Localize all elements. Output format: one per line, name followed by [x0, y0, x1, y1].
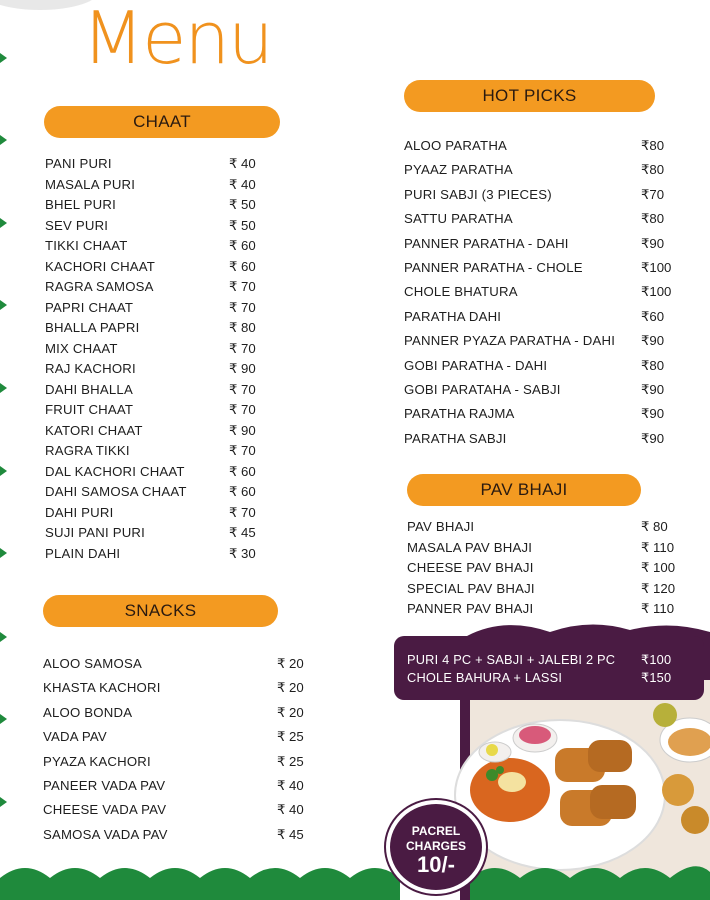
menu-item-name: PAV BHAJI	[407, 519, 475, 534]
menu-item-name: ALOO PARATHA	[404, 138, 508, 153]
menu-item-name: PANNER PAV BHAJI	[407, 601, 534, 616]
menu-item-price: ₹ 110	[641, 601, 675, 616]
arrow-icon	[0, 383, 7, 393]
menu-item-price: ₹ 45	[229, 525, 256, 540]
menu-item-price: ₹90	[641, 235, 665, 251]
menu-item-name: MIX CHAAT	[45, 340, 118, 356]
menu-item-price: ₹60	[641, 308, 665, 324]
menu-item-price: ₹ 20	[277, 656, 304, 671]
menu-item-price: ₹ 25	[277, 729, 304, 745]
menu-item-name: PYAZA KACHORI	[43, 753, 151, 769]
menu-item-price: ₹90	[641, 406, 665, 422]
arrow-icon	[0, 135, 7, 145]
menu-item-name: DAHI BHALLA	[45, 381, 133, 397]
arrow-icon	[0, 300, 7, 310]
menu-item-name: PLAIN DAHI	[45, 545, 121, 561]
menu-item-name: MASALA PURI	[45, 176, 136, 192]
menu-item-name: RAGRA TIKKI	[45, 443, 130, 458]
snacks-heading: SNACKS	[43, 595, 278, 627]
menu-item-price: ₹ 70	[229, 279, 256, 294]
hot-picks-heading: HOT PICKS	[404, 80, 655, 112]
menu-item-price: ₹ 40	[277, 802, 304, 818]
menu-item-name: PARATHA DAHI	[404, 308, 502, 324]
page-title: Menu	[82, 0, 272, 80]
menu-item-price: ₹ 90	[229, 422, 256, 438]
menu-item-name: GOBI PARATHA - DAHI	[404, 357, 548, 373]
menu-item-name: PANNER PARATHA - CHOLE	[404, 260, 583, 275]
menu-item-price: ₹ 70	[229, 299, 256, 315]
badge-line: PACREL	[411, 824, 461, 838]
menu-item-price: ₹ 80	[641, 519, 668, 534]
menu-item-name: CHEESE VADA PAV	[43, 802, 167, 818]
bottom-wave-decoration	[0, 858, 710, 900]
menu-item-price: ₹ 70	[229, 443, 256, 458]
menu-item-price: ₹ 20	[277, 704, 304, 720]
menu-item-price: ₹ 60	[229, 238, 256, 253]
menu-item-name: PANNER PARATHA - DAHI	[404, 235, 569, 251]
menu-item-price: ₹70	[641, 186, 665, 202]
arrow-icon	[0, 797, 7, 807]
menu-item-name: KHASTA KACHORI	[43, 680, 161, 696]
arrow-icon	[0, 632, 7, 642]
menu-item-price: ₹90	[641, 333, 665, 349]
menu-item-price: ₹ 90	[229, 361, 256, 376]
menu-item-name: ALOO SAMOSA	[43, 656, 142, 671]
chaat-heading: CHAAT	[44, 106, 280, 138]
arrow-icon	[0, 53, 7, 63]
menu-item-name: PANI PURI	[45, 156, 112, 171]
menu-item-name: VADA PAV	[43, 729, 107, 745]
menu-item-name: MASALA PAV BHAJI	[407, 539, 533, 555]
menu-item-price: ₹ 60	[229, 484, 256, 499]
menu-item-price: ₹100	[641, 260, 672, 275]
menu-item-price: ₹80	[641, 211, 665, 227]
menu-item-name: RAGRA SAMOSA	[45, 279, 154, 294]
arrow-icon	[0, 218, 7, 228]
badge-amount: 10/-	[417, 852, 455, 877]
menu-item-price: ₹ 40	[277, 778, 304, 793]
menu-item-price: ₹ 100	[641, 560, 676, 575]
menu-item-price: ₹ 110	[641, 539, 675, 555]
menu-item-name: SAMOSA VADA PAV	[43, 826, 168, 842]
menu-item-price: ₹ 120	[641, 580, 676, 596]
combo-item-name: PURI 4 PC + SABJI + JALEBI 2 PC	[407, 652, 616, 667]
menu-item-name: SPECIAL PAV BHAJI	[407, 580, 535, 596]
menu-item-price: ₹80	[641, 138, 665, 153]
menu-item-name: PURI SABJI (3 PIECES)	[404, 186, 552, 202]
menu-item-name: PARATHA RAJMA	[404, 406, 515, 422]
menu-item-price: ₹ 60	[229, 463, 256, 479]
menu-item-price: ₹ 70	[229, 402, 256, 417]
combo-item-name: CHOLE BAHURA + LASSI	[407, 670, 563, 685]
badge-line: CHARGES	[405, 839, 466, 853]
arrow-icon	[0, 548, 7, 558]
menu-item-price: ₹ 20	[277, 680, 304, 696]
menu-item-name: DAL KACHORI CHAAT	[45, 463, 185, 479]
arrow-icon	[0, 466, 7, 476]
menu-item-name: BHALLA PAPRI	[45, 320, 140, 335]
menu-item-price: ₹ 80	[229, 320, 256, 335]
menu-item-price: ₹ 70	[229, 504, 256, 520]
menu-item-name: RAJ KACHORI	[45, 361, 136, 376]
menu-item-price: ₹80	[641, 162, 665, 178]
menu-item-name: KACHORI CHAAT	[45, 258, 156, 274]
menu-item-price: ₹90	[641, 430, 665, 446]
menu-item-price: ₹ 60	[229, 258, 256, 274]
menu-item-price: ₹ 50	[229, 197, 256, 212]
menu-item-price: ₹ 25	[277, 753, 304, 769]
menu-item-name: GOBI PARATAHA - SABJI	[404, 382, 561, 397]
menu-item-price: ₹ 45	[277, 826, 304, 842]
menu-item-name: PAPRI CHAAT	[45, 299, 134, 315]
menu-item-name: CHEESE PAV BHAJI	[407, 560, 534, 575]
menu-item-price: ₹80	[641, 357, 665, 373]
parcel-charges-badge	[386, 800, 486, 894]
menu-item-price: ₹ 30	[229, 545, 256, 561]
menu-item-name: DAHI SAMOSA CHAAT	[45, 484, 187, 499]
menu-item-price: ₹90	[641, 382, 665, 397]
combo-item-price: ₹150	[641, 670, 672, 685]
menu-item-name: ALOO BONDA	[43, 704, 133, 720]
menu-item-name: PYAAZ PARATHA	[404, 162, 513, 178]
pav-bhaji-heading: PAV BHAJI	[407, 474, 641, 506]
menu-item-name: SEV PURI	[45, 217, 109, 233]
menu-item-name: FRUIT CHAAT	[45, 402, 134, 417]
arrow-icon	[0, 714, 7, 724]
menu-item-price: ₹ 70	[229, 381, 256, 397]
menu-item-price: ₹ 40	[229, 176, 256, 192]
menu-item-name: DAHI PURI	[45, 504, 114, 520]
menu-item-name: TIKKI CHAAT	[45, 238, 128, 253]
menu-item-price: ₹ 70	[229, 340, 256, 356]
combo-offers-box	[394, 636, 704, 700]
menu-item-name: PANEER VADA PAV	[43, 778, 166, 793]
menu-item-name: PARATHA SABJI	[404, 430, 507, 446]
menu-item-name: KATORI CHAAT	[45, 422, 143, 438]
menu-item-name: CHOLE BHATURA	[404, 284, 518, 300]
menu-item-name: SUJI PANI PURI	[45, 525, 146, 540]
menu-item-price: ₹ 40	[229, 156, 256, 171]
menu-item-price: ₹ 50	[229, 217, 256, 233]
menu-item-name: PANNER PYAZA PARATHA - DAHI	[404, 333, 616, 349]
combo-item-price: ₹100	[641, 652, 672, 667]
menu-item-price: ₹100	[641, 284, 672, 300]
menu-item-name: BHEL PURI	[45, 197, 116, 212]
menu-item-name: SATTU PARATHA	[404, 211, 513, 227]
